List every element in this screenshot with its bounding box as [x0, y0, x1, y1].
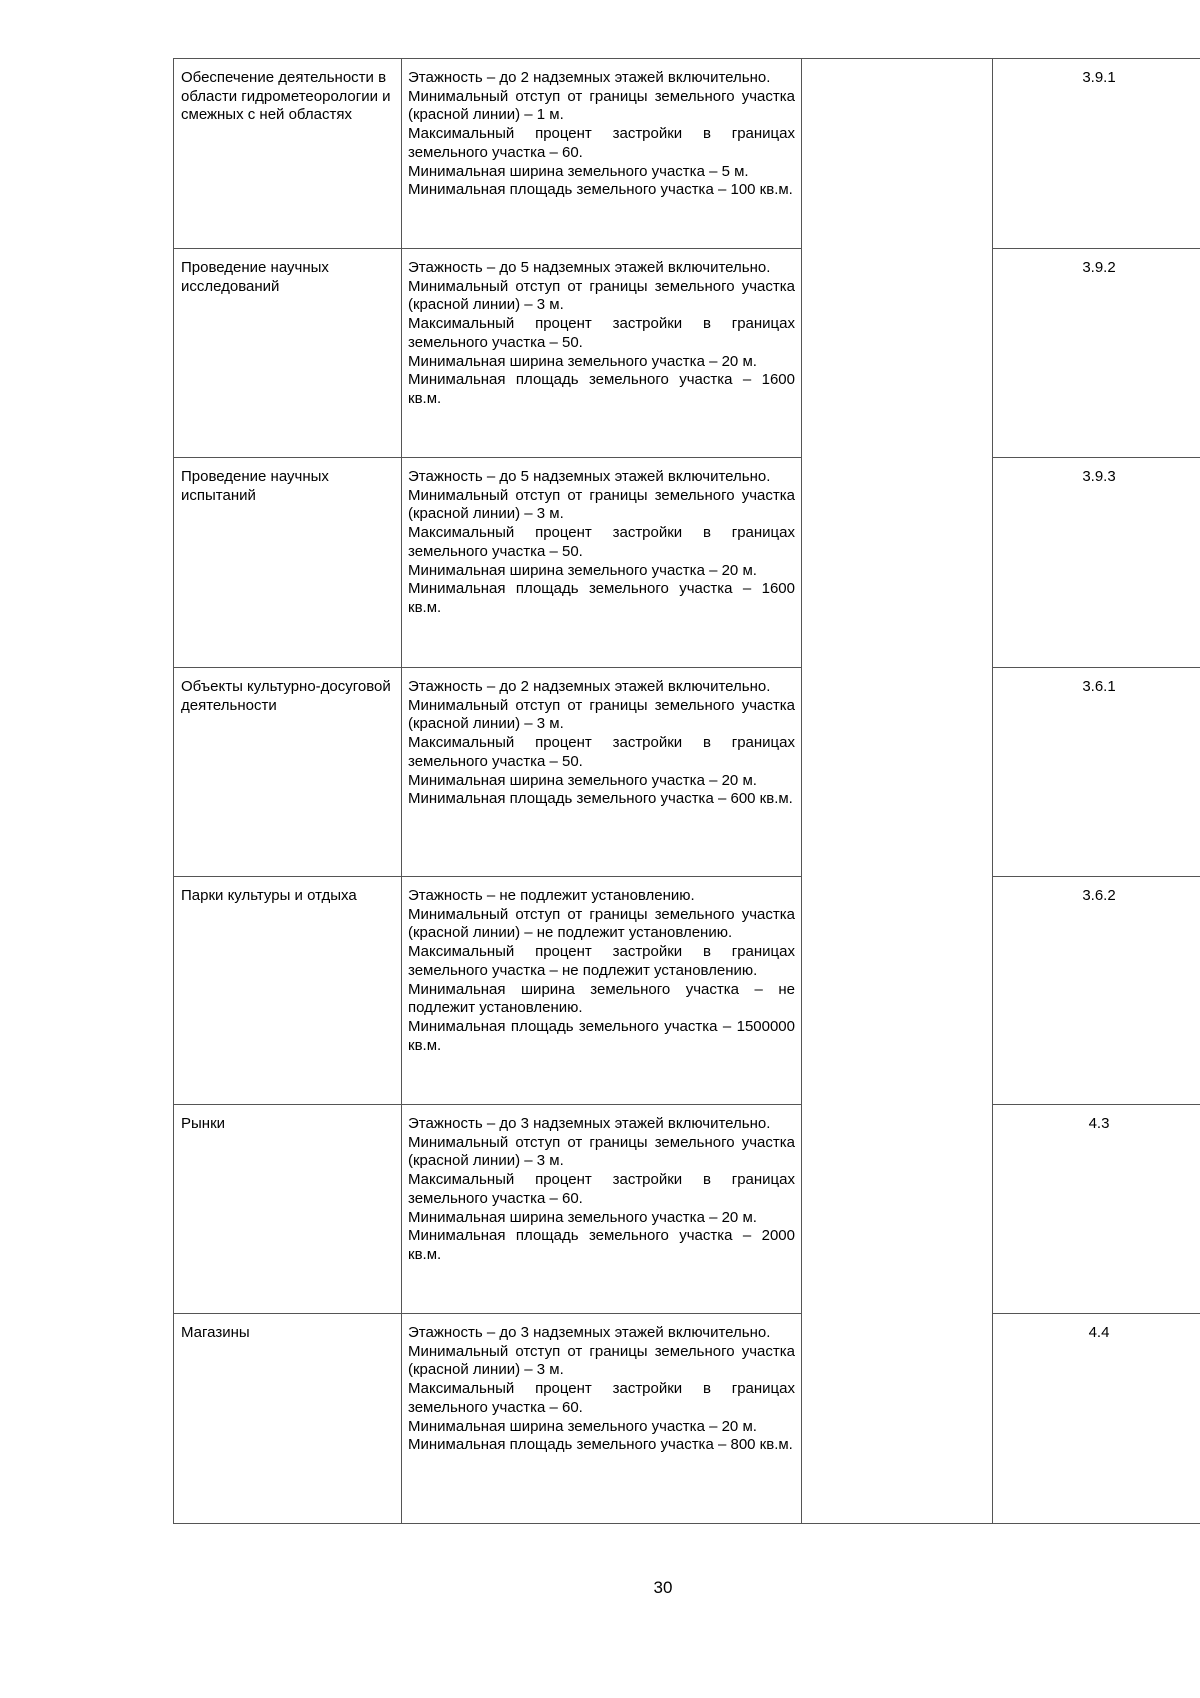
parameter-line: Этажность – до 5 надземных этажей включительно. [408, 259, 771, 276]
parameter-line: Минимальный отступ от границы земельного участка (красной линии) – 1 м. [408, 87, 795, 124]
parameter-line: Минимальная ширина земельного участка – 20 м. [408, 1417, 757, 1435]
regulations-table [173, 58, 1200, 1524]
parameter-line: Минимальная площадь земельного участка – 1600 кв.м. [408, 580, 795, 616]
table-row [174, 59, 1200, 249]
page-number: 30 [653, 1578, 673, 1597]
classifier-code-cell: 4.4 [993, 1314, 1200, 1524]
classifier-code-cell: 3.6.1 [993, 668, 1200, 877]
table-row [174, 249, 1200, 458]
table-row [174, 668, 1200, 877]
parameter-line: Минимальная площадь земельного участка – 100 кв.м. [408, 181, 793, 199]
land-use-name-cell: Магазины [174, 1314, 402, 1524]
empty-cell [802, 877, 993, 1105]
parameters-cell [402, 59, 802, 249]
parameter-line: Максимальный процент застройки в границах земельного участка – 60. [408, 1171, 795, 1207]
parameter-line: Минимальная площадь земельного участка – 1500000 кв.м. [408, 1017, 795, 1054]
parameter-line: Минимальная площадь земельного участка – 600 кв.м. [408, 790, 793, 808]
parameter-line: Минимальная площадь земельного участка – 1600 кв.м. [408, 371, 795, 407]
parameter-line: Минимальная ширина земельного участка – 20 м. [408, 1208, 757, 1226]
parameter-line: Максимальный процент застройки в границах земельного участка – 50. [408, 315, 795, 351]
table-row [174, 877, 1200, 1105]
parameter-line: Минимальная ширина земельного участка – 20 м. [408, 352, 757, 370]
land-use-name-cell: Проведение научных испытаний [174, 458, 402, 668]
parameters-cell [402, 877, 802, 1105]
land-use-name-cell: Проведение научных исследований [174, 249, 402, 458]
parameter-line: Минимальный отступ от границы земельного участка (красной линии) – 3 м. [408, 1133, 795, 1170]
parameter-line: Этажность – до 3 надземных этажей включительно. [408, 1115, 771, 1132]
parameter-line: Минимальная площадь земельного участка – 2000 кв.м. [408, 1227, 795, 1263]
parameter-line: Этажность – до 3 надземных этажей включительно. [408, 1324, 771, 1341]
parameter-line: Минимальный отступ от границы земельного участка (красной линии) – не подлежит установлению. [408, 905, 795, 942]
parameters-cell [402, 249, 802, 458]
parameter-line: Минимальный отступ от границы земельного участка (красной линии) – 3 м. [408, 696, 795, 733]
table-row [174, 1314, 1200, 1524]
parameters-cell [402, 458, 802, 668]
land-use-name-cell: Парки культуры и отдыха [174, 877, 402, 1105]
parameter-line: Минимальный отступ от границы земельного участка (красной линии) – 3 м. [408, 486, 795, 523]
empty-cell [802, 1314, 993, 1524]
parameter-line: Этажность – до 2 надземных этажей включительно. [408, 678, 771, 695]
parameter-line: Максимальный процент застройки в границах земельного участка – 60. [408, 1380, 795, 1416]
parameter-line: Максимальный процент застройки в границах земельного участка – 60. [408, 125, 795, 161]
parameters-cell [402, 1314, 802, 1524]
empty-cell [802, 1105, 993, 1314]
empty-cell [802, 458, 993, 668]
parameter-line: Этажность – не подлежит установлению. [408, 887, 695, 904]
parameter-line: Минимальная ширина земельного участка – 5 м. [408, 162, 749, 180]
parameter-line: Этажность – до 2 надземных этажей включительно. [408, 69, 771, 86]
empty-cell [802, 668, 993, 877]
parameter-line: Минимальная площадь земельного участка – 800 кв.м. [408, 1436, 793, 1454]
table-row [174, 1105, 1200, 1314]
classifier-code-cell: 3.9.1 [993, 59, 1200, 249]
parameter-line: Минимальная ширина земельного участка – 20 м. [408, 771, 757, 789]
empty-cell [802, 59, 993, 249]
classifier-code-cell: 3.9.3 [993, 458, 1200, 668]
land-use-name-cell: Обеспечение деятельности в области гидрометеорологии и смежных с ней областях [174, 59, 402, 249]
classifier-code-cell: 3.6.2 [993, 877, 1200, 1105]
parameter-line: Минимальный отступ от границы земельного участка (красной линии) – 3 м. [408, 1342, 795, 1379]
table-row [174, 458, 1200, 668]
parameter-line: Минимальная ширина земельного участка – не подлежит установлению. [408, 980, 795, 1017]
classifier-code-cell: 4.3 [993, 1105, 1200, 1314]
classifier-code-cell: 3.9.2 [993, 249, 1200, 458]
parameter-line: Минимальный отступ от границы земельного участка (красной линии) – 3 м. [408, 277, 795, 314]
parameter-line: Максимальный процент застройки в границах земельного участка – 50. [408, 524, 795, 560]
land-use-name-cell: Объекты культурно-досуговой деятельности [174, 668, 402, 877]
parameter-line: Этажность – до 5 надземных этажей включительно. [408, 468, 771, 485]
parameter-line: Максимальный процент застройки в границах земельного участка – не подлежит установлению. [408, 943, 795, 979]
parameter-line: Максимальный процент застройки в границах земельного участка – 50. [408, 734, 795, 770]
parameters-cell [402, 668, 802, 877]
parameters-cell [402, 1105, 802, 1314]
parameter-line: Минимальная ширина земельного участка – 20 м. [408, 561, 757, 579]
empty-cell [802, 249, 993, 458]
land-use-name-cell: Рынки [174, 1105, 402, 1314]
